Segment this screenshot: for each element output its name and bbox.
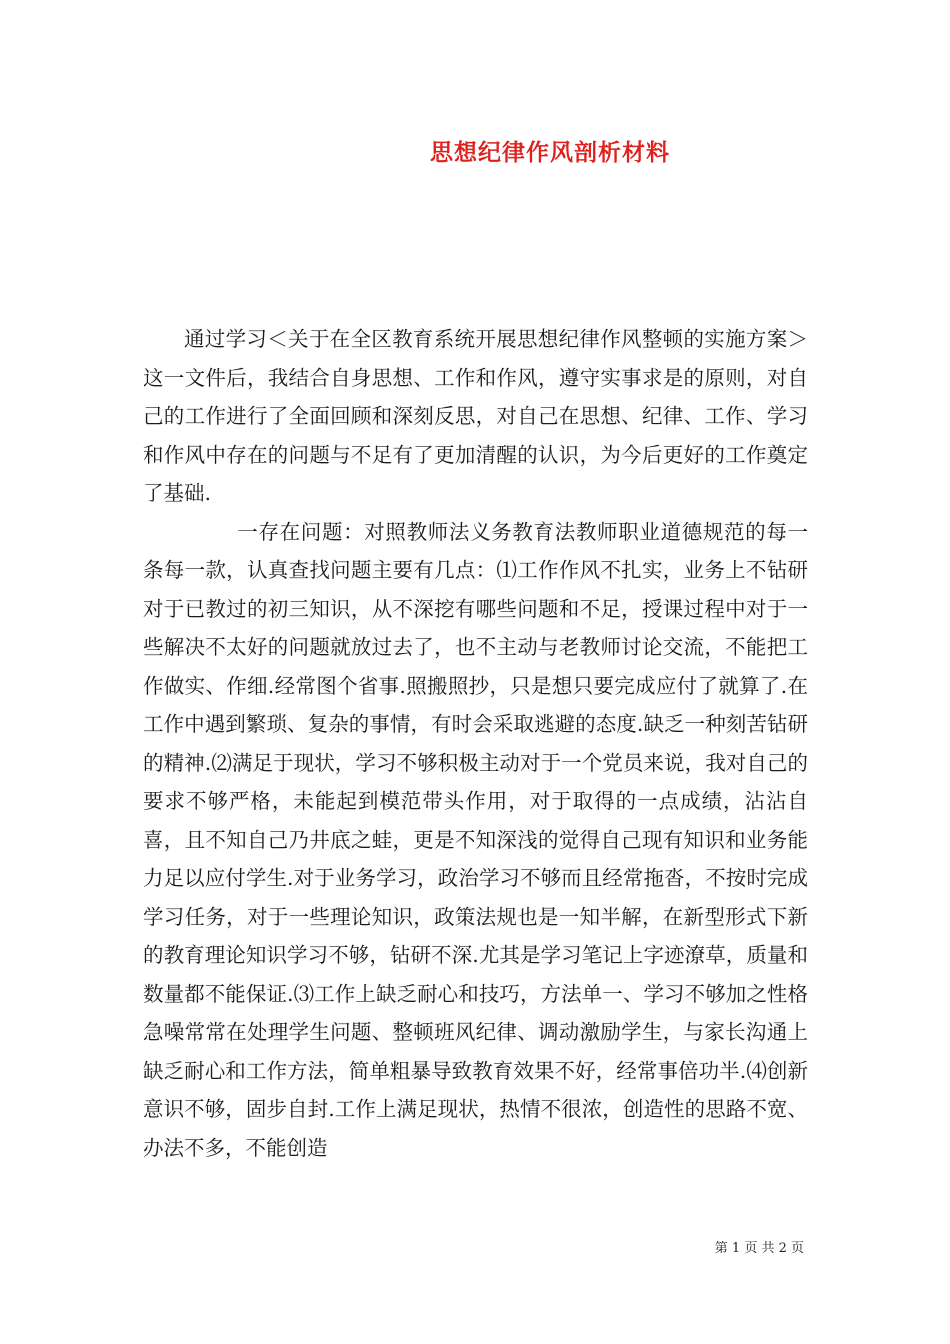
paragraph-problems: 一存在问题：对照教师法义务教育法教师职业道德规范的每一条每一款，认真查找问题主要有几点：⑴工作作风不扎实，业务上不钻研对于已教过的初三知识，从不深挖有哪些问题和不足，授课过程中对于一些解决不太好的问题就放过去了，也不主动与老教师讨论交流，不能把工作做实、作细.经常图个省事.照搬照抄，只是想只要完成应付了就算了.在工作中遇到繁琐、复杂的事情，有时会采取逃避的态度.缺乏一种刻苦钻研的精神.⑵满足于现状，学习不够积极主动对于一个党员来说，我对自己的要求不够严格，未能起到模范带头作用，对于取得的一点成绩，沾沾自喜，且不知自己乃井底之蛙，更是不知深浅的觉得自己现有知识和业务能力足以应付学生.对于业务学习，政治学习不够而且经常拖沓，不按时完成学习任务，对于一些理论知识，政策法规也是一知半解，在新型形式下新的教育理论知识学习不够，钻研不深.尤其是学习笔记上字迹潦草，质量和数量都不能保证.⑶工作上缺乏耐心和技巧，方法单一、学习不够加之性格急噪常常在处理学生问题、整顿班风纪律、调动激励学生，与家长沟通上缺乏耐心和工作方法，简单粗暴导致教育效果不好，经常事倍功半.⑷创新意识不够，固步自封.工作上满足现状，热情不很浓，创造性的思路不宽、办法不多，不能创造	[143, 519, 808, 1160]
paragraph-intro: 通过学习＜关于在全区教育系统开展思想纪律作风整顿的实施方案＞这一文件后，我结合自身思想、工作和作风，遵守实事求是的原则，对自己的工作进行了全面回顾和深刻反思，对自己在思想、纪律、工作、学习和作风中存在的问题与不足有了更加清醒的认识，为今后更好的工作奠定了基础.	[143, 327, 808, 505]
document-title: 思想纪律作风剖析材料	[430, 140, 670, 166]
document-body	[143, 320, 808, 1167]
page-number-footer: 第 1 页 共 2 页	[714, 1241, 804, 1256]
